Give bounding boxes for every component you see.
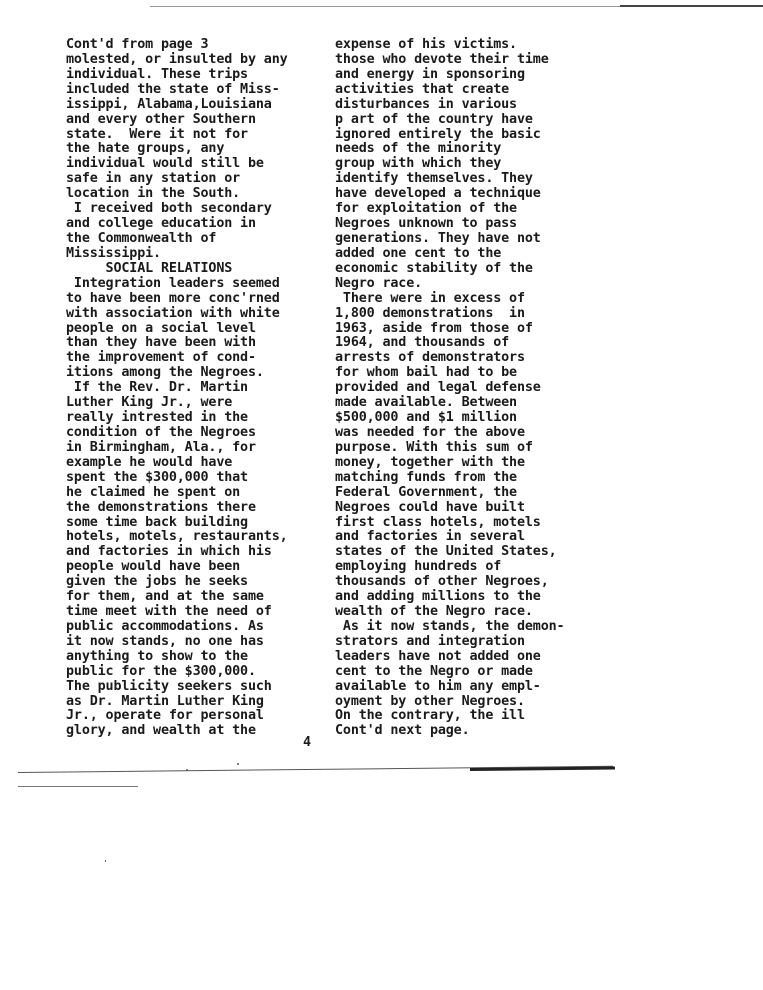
text-line: leaders have not added one bbox=[335, 648, 541, 664]
text-line: Negroes unknown to pass bbox=[335, 216, 517, 232]
text-line: and adding millions to the bbox=[335, 589, 541, 605]
scan-speck bbox=[186, 769, 188, 771]
text-line: really intrested in the bbox=[66, 410, 248, 426]
text-line: Jr., operate for personal bbox=[66, 708, 264, 724]
text-line: glory, and wealth at the bbox=[66, 723, 256, 739]
text-line: included the state of Miss- bbox=[66, 81, 280, 97]
text-line: and factories in several bbox=[335, 529, 525, 545]
text-line: and factories in which his bbox=[66, 544, 272, 560]
text-line: Negro race. bbox=[335, 275, 423, 291]
text-line: Cont'd from page 3 bbox=[66, 37, 209, 52]
text-line: provided and legal defense bbox=[335, 380, 541, 396]
text-line: made available. Between bbox=[335, 395, 517, 411]
text-line: disturbances in various bbox=[335, 96, 517, 112]
text-line: Cont'd next page. bbox=[335, 723, 470, 739]
text-line: public accommodations. As bbox=[66, 618, 264, 634]
text-line: the improvement of cond- bbox=[66, 350, 256, 366]
text-line: in Birmingham, Ala., for bbox=[66, 439, 256, 455]
text-line: public for the $300,000. bbox=[66, 663, 256, 679]
page-number: 4 bbox=[303, 735, 312, 750]
text-line: The publicity seekers such bbox=[66, 678, 272, 694]
text-line: have developed a technique bbox=[335, 186, 541, 202]
text-line: As it now stands, the demon- bbox=[335, 618, 565, 634]
text-line: to have been more conc'rned bbox=[66, 290, 280, 306]
text-line: spent the $300,000 that bbox=[66, 469, 248, 485]
text-line: SOCIAL RELATIONS bbox=[66, 260, 233, 276]
scan-speck bbox=[237, 763, 239, 765]
text-line: location in the South. bbox=[66, 186, 241, 202]
text-line: the demonstrations there bbox=[66, 499, 256, 515]
text-line: as Dr. Martin Luther King bbox=[66, 693, 264, 709]
text-line: There were in excess of bbox=[335, 290, 525, 306]
top-rule-thick bbox=[620, 5, 763, 7]
text-line: it now stands, no one has bbox=[66, 633, 264, 649]
text-line: p art of the country have bbox=[335, 111, 533, 127]
text-line: individual. These trips bbox=[66, 66, 248, 82]
text-line: purpose. With this sum of bbox=[335, 439, 533, 455]
text-line: identify themselves. They bbox=[335, 171, 533, 187]
text-line: group with which they bbox=[335, 156, 502, 172]
text-line: the Commonwealth of bbox=[66, 230, 217, 246]
text-line: If the Rev. Dr. Martin bbox=[66, 380, 248, 396]
text-line: and energy in sponsoring bbox=[335, 66, 525, 82]
left-text-column bbox=[66, 38, 328, 739]
text-line: and every other Southern bbox=[66, 111, 256, 127]
text-line: ignored entirely the basic bbox=[335, 126, 541, 142]
text-line: than they have been with bbox=[66, 335, 256, 351]
text-line: On the contrary, the ill bbox=[335, 708, 525, 724]
text-line: states of the United States, bbox=[335, 544, 557, 560]
text-line: and college education in bbox=[66, 216, 256, 232]
text-line: for them, and at the same bbox=[66, 589, 264, 605]
text-line: those who devote their time bbox=[335, 51, 549, 67]
text-line: available to him any empl- bbox=[335, 678, 541, 694]
right-text-column bbox=[335, 38, 603, 739]
text-line: expense of his victims. bbox=[335, 37, 517, 52]
bottom-rule-thin bbox=[18, 786, 138, 787]
text-line: money, together with the bbox=[335, 454, 525, 470]
text-line: generations. They have not bbox=[335, 230, 541, 246]
text-line: he claimed he spent on bbox=[66, 484, 241, 500]
text-line: with association with white bbox=[66, 305, 280, 321]
text-line: people would have been bbox=[66, 559, 241, 575]
text-line: matching funds from the bbox=[335, 469, 517, 485]
text-line: wealth of the Negro race. bbox=[335, 604, 533, 620]
text-line: cent to the Negro or made bbox=[335, 663, 533, 679]
text-line: anything to show to the bbox=[66, 648, 248, 664]
text-line: for whom bail had to be bbox=[335, 365, 517, 381]
text-line: 1963, aside from those of bbox=[335, 320, 533, 336]
text-line: issippi, Alabama,Louisiana bbox=[66, 96, 272, 112]
text-line: Integration leaders seemed bbox=[66, 275, 280, 291]
text-line: Luther King Jr., were bbox=[66, 395, 233, 411]
text-line: economic stability of the bbox=[335, 260, 533, 276]
text-line: thousands of other Negroes, bbox=[335, 574, 549, 590]
text-line: given the jobs he seeks bbox=[66, 574, 248, 590]
text-line: condition of the Negroes bbox=[66, 424, 256, 440]
text-line: Mississippi. bbox=[66, 245, 161, 261]
text-line: $500,000 and $1 million bbox=[335, 410, 517, 426]
text-line: employing hundreds of bbox=[335, 559, 502, 575]
text-line: first class hotels, motels bbox=[335, 514, 541, 530]
text-line: itions among the Negroes. bbox=[66, 365, 264, 381]
text-line: 1964, and thousands of bbox=[335, 335, 510, 351]
text-line: individual would still be bbox=[66, 156, 264, 172]
text-line: some time back building bbox=[66, 514, 248, 530]
text-line: Federal Government, the bbox=[335, 484, 517, 500]
text-line: I received both secondary bbox=[66, 201, 272, 217]
text-line: strators and integration bbox=[335, 633, 525, 649]
text-line: needs of the minority bbox=[335, 141, 502, 157]
scan-speck bbox=[105, 860, 106, 862]
text-line: people on a social level bbox=[66, 320, 256, 336]
text-line: 1,800 demonstrations in bbox=[335, 305, 525, 321]
text-line: for exploitation of the bbox=[335, 201, 517, 217]
text-line: safe in any station or bbox=[66, 171, 241, 187]
text-line: molested, or insulted by any bbox=[66, 51, 288, 67]
text-line: activities that create bbox=[335, 81, 510, 97]
text-line: hotels, motels, restaurants, bbox=[66, 529, 288, 545]
text-line: oyment by other Negroes. bbox=[335, 693, 525, 709]
text-line: the hate groups, any bbox=[66, 141, 225, 157]
text-line: example he would have bbox=[66, 454, 233, 470]
text-line: added one cent to the bbox=[335, 245, 502, 261]
bottom-rule-thick bbox=[470, 766, 615, 771]
text-line: Negroes could have built bbox=[335, 499, 525, 515]
text-line: state. Were it not for bbox=[66, 126, 248, 142]
text-line: was needed for the above bbox=[335, 424, 525, 440]
text-line: arrests of demonstrators bbox=[335, 350, 525, 366]
text-line: time meet with the need of bbox=[66, 604, 272, 620]
